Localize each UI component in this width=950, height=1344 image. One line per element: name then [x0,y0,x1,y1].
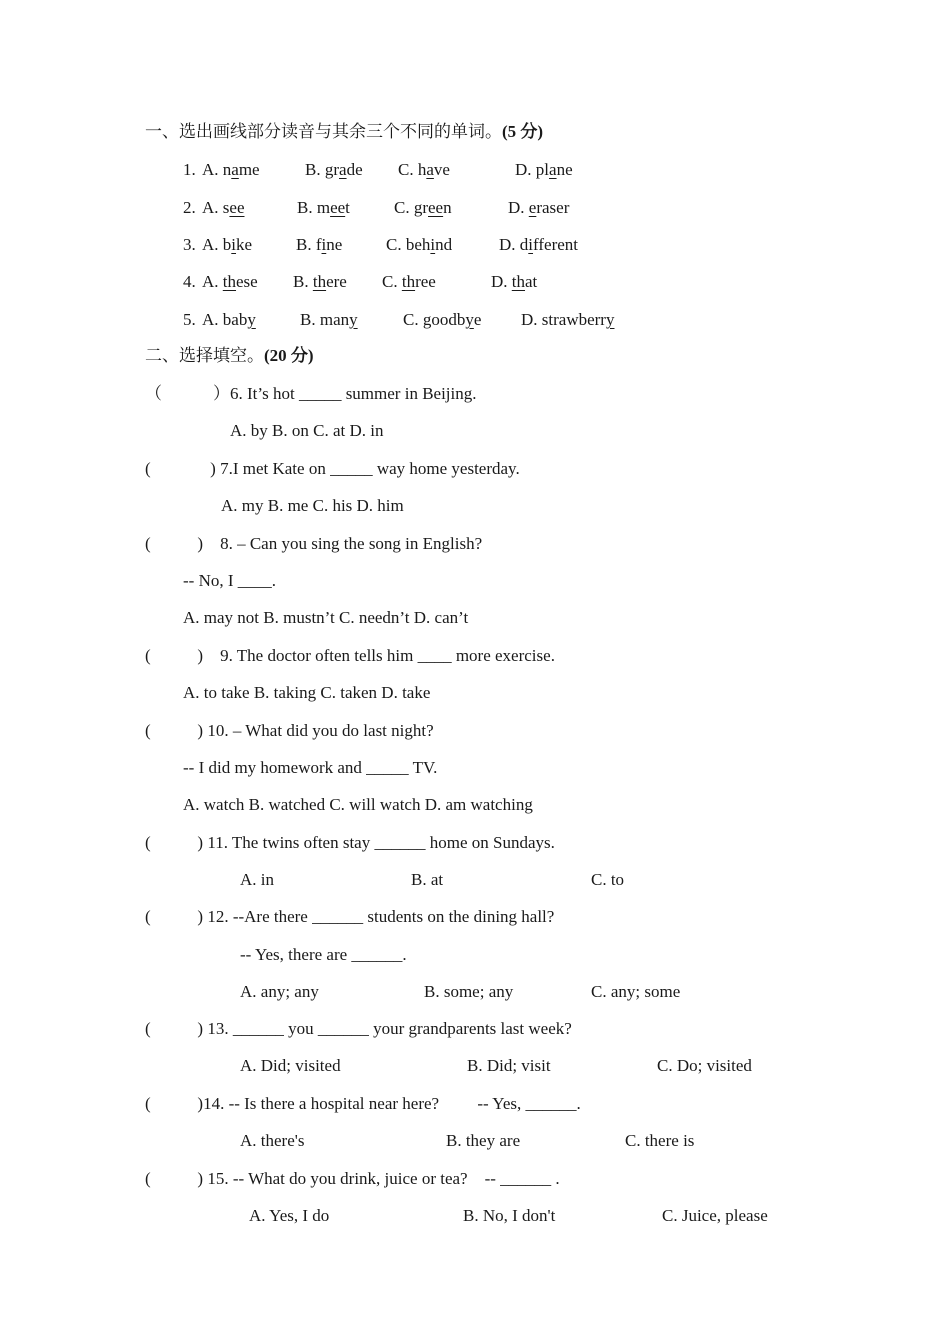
underlined-sound: a [339,160,347,179]
option-letter: B. [300,310,316,329]
question-15-option-a: A. Yes, I do [249,1206,330,1225]
question-12-option-c: C. any; some [591,982,681,1001]
question-4-number: 4. [183,272,196,291]
question-9-options: A. to take B. taking C. taken D. take [183,683,431,702]
word-part: fferent [533,235,579,254]
section2-heading [145,346,314,366]
word-part: ere [326,272,347,291]
option-letter: D. [508,198,525,217]
underlined-sound: i [430,235,436,254]
option-letter: D. [491,272,508,291]
option-letter: A. [202,160,219,179]
question-13: ( ) 13. ______ you ______ your grandparents last week? [145,1019,572,1038]
question-15-option-b: B. No, I don't [463,1206,556,1225]
option-letter: C. [403,310,419,329]
underlined-sound: th [312,272,327,291]
word-part: d [519,235,529,254]
word-part: m [316,198,331,217]
word-part: at [525,272,538,291]
word-part: ne [326,235,343,254]
question-11-option-c: C. to [591,870,625,889]
question-13-option-b: B. Did; visit [467,1056,551,1075]
question-8: ( ) 8. – Can you sing the song in English? [145,534,483,553]
question-15: ( ) 15. -- What do you drink, juice or tea? -- ______ . [145,1169,560,1188]
section1-heading [145,122,543,142]
question-13-option-a: A. Did; visited [240,1056,341,1075]
question-3-option-c [386,235,452,255]
question-12-answer-line: -- Yes, there are ______. [240,945,407,964]
word-part: t [345,198,350,217]
question-14-option-b: B. they are [446,1131,521,1150]
question-4-option-d [491,272,537,292]
option-letter: B. [296,235,312,254]
underlined-sound: th [401,272,416,291]
underlined-sound: e [528,198,537,217]
question-7-options: A. my B. me C. his D. him [221,496,404,515]
option-letter: A. [202,310,219,329]
question-14-option-a: A. there's [240,1131,305,1150]
section1-score: (5 分) [502,122,544,141]
word-part: ree [415,272,436,291]
underlined-sound: y [247,310,256,329]
underlined-sound: i [231,235,237,254]
question-2-number: 2. [183,198,196,217]
question-5-option-b [300,310,358,330]
word-part: goodb [422,310,466,329]
word-part: ne [556,160,573,179]
question-4-option-b [293,272,347,292]
word-part: n [443,198,452,217]
option-letter: A. [202,235,219,254]
word-part: gr [413,198,429,217]
question-6-options: A. by B. on C. at D. in [230,421,384,440]
question-12-option-b: B. some; any [424,982,514,1001]
word-part: pl [535,160,550,179]
question-4-option-a [202,272,258,292]
underlined-sound: ee [330,198,346,217]
question-14: ( )14. -- Is there a hospital near here? -- Yes, ______. [145,1094,581,1113]
question-11: ( ) 11. The twins often stay ______ home on Sundays. [145,833,555,852]
underlined-sound: y [349,310,358,329]
question-2-option-a [202,198,245,218]
question-3-option-b [296,235,342,255]
word-part: strawberr [541,310,606,329]
question-10-answer-line: -- I did my homework and _____ TV. [183,758,438,777]
question-11-option-b: B. at [411,870,444,889]
underlined-sound: ee [428,198,444,217]
underlined-sound: i [528,235,534,254]
underlined-sound: ee [229,198,245,217]
option-letter: C. [382,272,398,291]
question-12-option-a: A. any; any [240,982,319,1001]
word-part: nd [435,235,453,254]
question-12: ( ) 12. --Are there ______ students on the dining hall? [145,907,555,926]
word-part: h [417,160,427,179]
underlined-sound: y [465,310,474,329]
word-part: f [315,235,322,254]
question-1-number: 1. [183,160,196,179]
question-8-answer-line: -- No, I ____. [183,571,277,590]
word-part: man [319,310,350,329]
question-15-option-c: C. Juice, please [662,1206,768,1225]
option-letter: B. [305,160,321,179]
section2-heading-text: 二、选择填空。 [145,346,264,365]
question-2-option-c [394,198,452,218]
section2-score: (20 分) [264,346,314,365]
word-part: bab [222,310,248,329]
question-7: ( ) 7.I met Kate on _____ way home yesterday. [145,459,520,478]
underlined-sound: y [605,310,615,329]
option-letter: D. [499,235,516,254]
question-6: （ ）6. It’s hot _____ summer in Beijing. [145,384,477,403]
word-part: ve [433,160,450,179]
underlined-sound: a [426,160,434,179]
question-11-option-a: A. in [240,870,274,889]
question-5-option-d [521,310,614,330]
underlined-sound: a [231,160,239,179]
question-4-option-c [382,272,436,292]
option-letter: B. [293,272,309,291]
word-part: ke [236,235,253,254]
option-letter: B. [297,198,313,217]
question-13-option-c: C. Do; visited [657,1056,752,1075]
option-letter: D. [521,310,538,329]
option-letter: A. [202,272,219,291]
option-letter: C. [386,235,402,254]
question-3-option-d [499,235,578,255]
question-9: ( ) 9. The doctor often tells him ____ more exercise. [145,646,555,665]
question-1-option-d [515,160,573,180]
question-10-options: A. watch B. watched C. will watch D. am watching [183,795,533,814]
question-3-number: 3. [183,235,196,254]
question-10: ( ) 10. – What did you do last night? [145,721,434,740]
option-letter: C. [398,160,414,179]
word-part: beh [405,235,431,254]
word-part: gr [324,160,340,179]
question-3-option-a [202,235,252,255]
underlined-sound: th [222,272,237,291]
underlined-sound: i [321,235,327,254]
section1-heading-text: 一、选出画线部分读音与其余三个不同的单词。 [145,122,502,141]
question-2-option-b [297,198,350,218]
word-part: ese [236,272,258,291]
word-part: me [238,160,260,179]
question-1-option-b [305,160,363,180]
question-5-number: 5. [183,310,196,329]
question-8-options: A. may not B. mustn’t C. needn’t D. can’t [183,608,469,627]
word-part: b [222,235,232,254]
word-part: s [222,198,230,217]
question-2-option-d [508,198,569,218]
question-5-option-c [403,310,481,330]
option-letter: C. [394,198,410,217]
word-part: raser [536,198,570,217]
underlined-sound: a [549,160,557,179]
word-part: n [222,160,232,179]
option-letter: A. [202,198,219,217]
word-part: e [473,310,482,329]
question-14-option-c: C. there is [625,1131,695,1150]
option-letter: D. [515,160,532,179]
question-5-option-a [202,310,256,330]
question-1-option-c [398,160,450,180]
question-1-option-a [202,160,260,180]
underlined-sound: th [511,272,526,291]
word-part: de [346,160,363,179]
